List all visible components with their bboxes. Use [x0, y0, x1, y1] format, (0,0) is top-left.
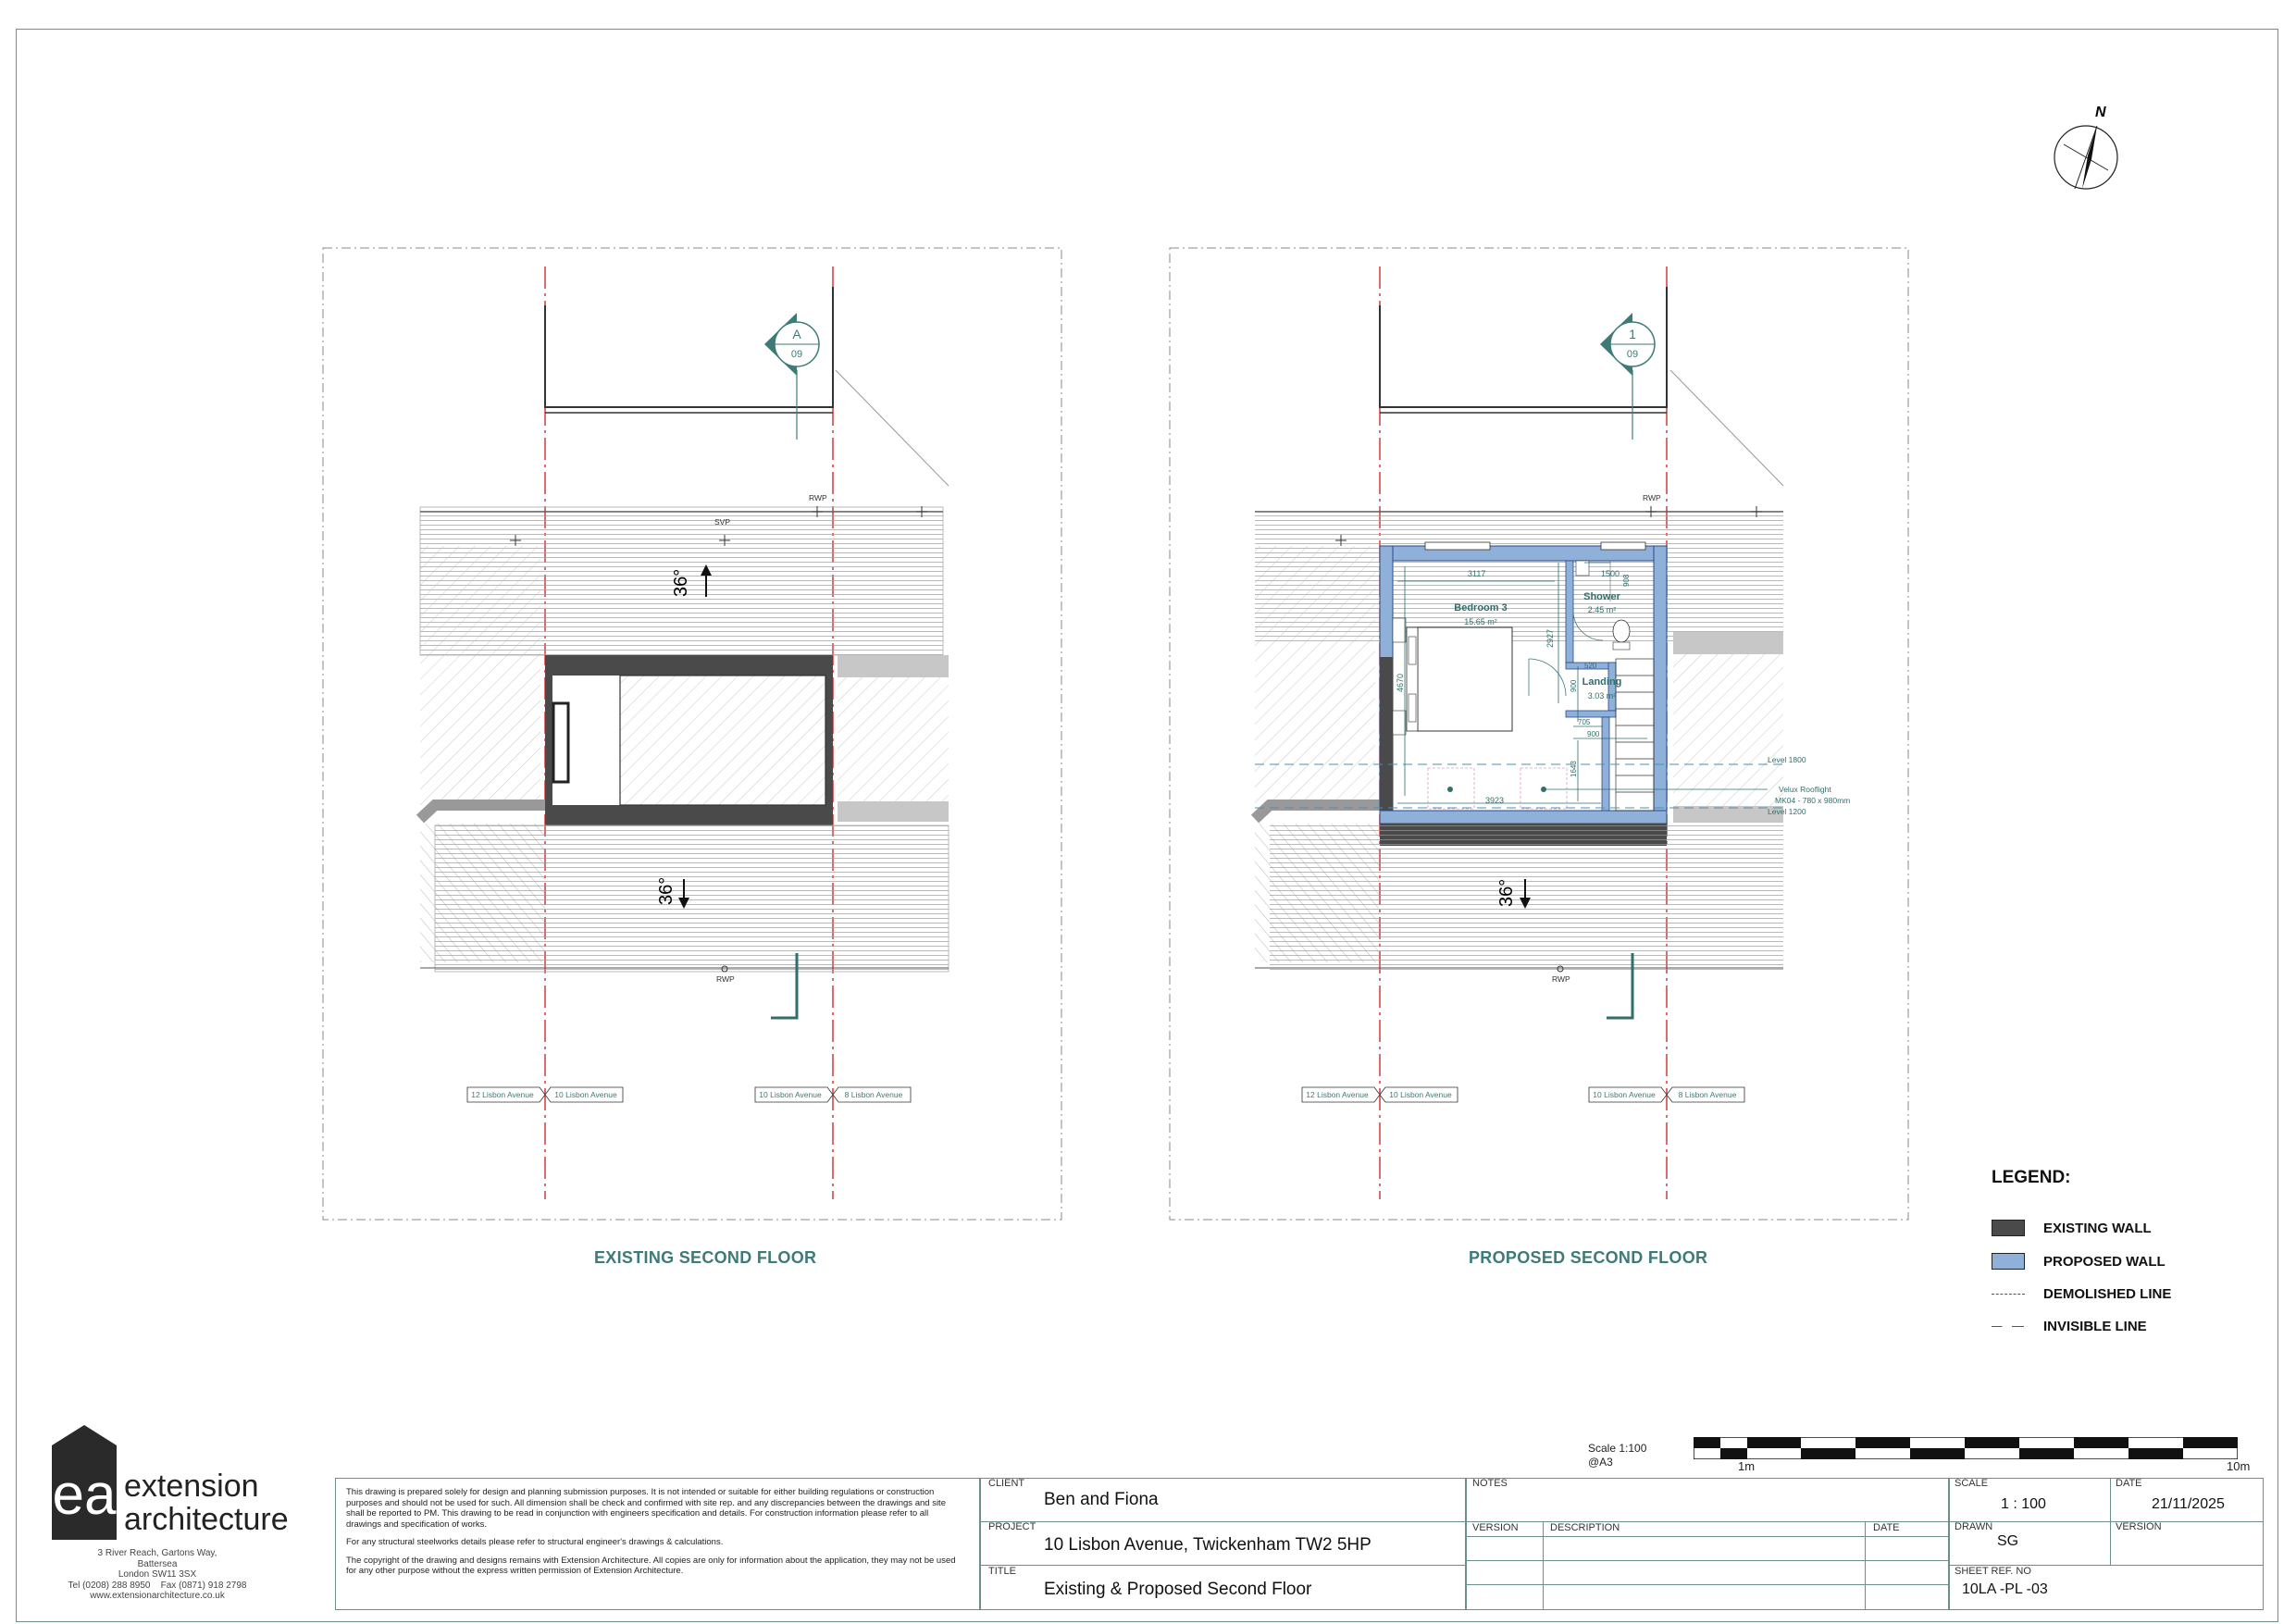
existing-section-marker: [764, 313, 819, 440]
date-label: DATE: [1873, 1522, 1900, 1533]
existing-svp: SVP: [714, 517, 731, 527]
address-line-2: Battersea: [137, 1558, 178, 1569]
sheet-label: SHEET REF. NO: [1955, 1566, 2031, 1577]
client-label: CLIENT: [988, 1478, 1025, 1489]
address-line-3: London SW11 3SX: [118, 1569, 197, 1580]
project-value: 10 Lisbon Avenue, Twickenham TW2 5HP: [1044, 1535, 1371, 1555]
scale-note: [1588, 1442, 1646, 1469]
scale-10m: 10m: [2227, 1459, 2251, 1473]
existing-boundary-8: 8 Lisbon Avenue: [844, 1090, 903, 1099]
existing-boundary-10b: 10 Lisbon Avenue: [759, 1090, 822, 1099]
proposed-boundary-10b: 10 Lisbon Avenue: [1593, 1090, 1656, 1099]
legend-existing-swatch: [1992, 1220, 2025, 1236]
room-bedroom-3: Bedroom 3: [1454, 602, 1508, 614]
dim-908: 908: [1622, 574, 1631, 587]
date-label-2: DATE: [2116, 1478, 2142, 1489]
dim-705: 705: [1578, 718, 1591, 726]
version-label: VERSION: [1472, 1522, 1519, 1533]
sheet-value: 10LA -PL -03: [1962, 1581, 2048, 1597]
dim-900b: 900: [1587, 730, 1600, 738]
company-web[interactable]: www.extensionarchitecture.co.uk: [90, 1591, 225, 1601]
proposed-boundary-10a: 10 Lisbon Avenue: [1389, 1090, 1452, 1099]
notes-cell: [1466, 1478, 1949, 1522]
existing-boundary-12: 12 Lisbon Avenue: [471, 1090, 534, 1099]
proposed-plan: [1170, 248, 1908, 1220]
legend-demolished-sample: [1992, 1294, 2025, 1295]
scale-text-2: @A3: [1588, 1456, 1613, 1469]
client-value: Ben and Fiona: [1044, 1490, 1159, 1509]
proposed-rwp-bottom: RWP: [1552, 974, 1570, 984]
proposed-boundary-8: 8 Lisbon Avenue: [1678, 1090, 1737, 1099]
company-fax: Fax (0871) 918 2798: [160, 1580, 247, 1591]
annotation-rooflight-1: Velux Rooflight: [1779, 785, 1831, 794]
company-address: [56, 1548, 259, 1602]
existing-marker-letter: A: [792, 327, 801, 341]
legend-invisible-line: [1992, 1319, 2147, 1334]
room-landing-area: 3.03 m²: [1587, 691, 1617, 700]
title-value: Existing & Proposed Second Floor: [1044, 1580, 1312, 1599]
title-label: TITLE: [988, 1566, 1016, 1577]
date-value: 21/11/2025: [2152, 1496, 2225, 1512]
description-label: DESCRIPTION: [1550, 1522, 1620, 1533]
notes-label: NOTES: [1472, 1478, 1508, 1489]
existing-rwp-top: RWP: [809, 493, 827, 502]
drawn-value: SG: [1997, 1533, 2019, 1549]
legend-demolished-line: [1992, 1286, 2171, 1302]
company-name: [124, 1469, 289, 1536]
legend-proposed-wall: [1992, 1253, 2166, 1270]
existing-caption: EXISTING SECOND FLOOR: [594, 1248, 817, 1267]
logo-letters: ea: [52, 1463, 117, 1527]
scale-text-1: Scale 1:100: [1588, 1442, 1647, 1455]
drawn-label: DRAWN: [1955, 1521, 1993, 1532]
scale-bar: [1694, 1437, 2238, 1459]
legend-existing-wall: [1992, 1220, 2152, 1236]
dim-3117: 3117: [1468, 569, 1486, 578]
scale-value: 1 : 100: [2001, 1496, 2046, 1512]
dim-1500: 1500: [1601, 569, 1620, 578]
room-bedroom-3-area: 15.65 m²: [1464, 617, 1497, 626]
version-label-2: VERSION: [2116, 1521, 2162, 1532]
proposed-rwp-top: RWP: [1643, 493, 1661, 502]
room-shower: Shower: [1583, 591, 1620, 602]
legend-proposed-label: PROPOSED WALL: [2043, 1253, 2166, 1270]
address-line-1: 3 River Reach, Gartons Way,: [97, 1548, 217, 1558]
room-landing: Landing: [1582, 676, 1622, 688]
revision-row-1: [1466, 1536, 1949, 1561]
scale-label: SCALE: [1955, 1478, 1989, 1489]
company-name-1: extension: [124, 1469, 259, 1504]
company-tel: Tel (0208) 288 8950: [68, 1580, 151, 1591]
dim-4670: 4670: [1396, 673, 1405, 692]
project-label: PROJECT: [988, 1521, 1036, 1532]
company-name-2: architecture: [124, 1502, 289, 1537]
dim-3923: 3923: [1485, 796, 1505, 805]
logo-mark: [52, 1425, 117, 1540]
proposed-caption: PROPOSED SECOND FLOOR: [1469, 1248, 1708, 1267]
existing-pitch-bottom: 36°: [656, 876, 676, 905]
dim-2927: 2927: [1545, 628, 1555, 648]
legend-invisible-label: INVISIBLE LINE: [2043, 1319, 2147, 1334]
legend-existing-label: EXISTING WALL: [2043, 1220, 2152, 1236]
disclaimer-p3: The copyright of the drawing and designs remains with Extension Architecture. All copies are only for information about the application, they may not be used for any other purpose without the express written permission of Extension Architecture.: [346, 1555, 956, 1576]
legend-title: LEGEND:: [1992, 1168, 2071, 1187]
annotation-level-1800: Level 1800: [1768, 755, 1806, 764]
proposed-section-marker: [1600, 313, 1655, 440]
room-shower-area: 2.45 m²: [1587, 605, 1617, 614]
disclaimer-p1: This drawing is prepared solely for design and planning submission purposes. It is not intended or suitable for either building regulations or construction purposes and should not be used for such. All dimension shall be check and confirmed with site rep. and any discrepancies between the drawings and site shall be reported to PM. This drawing to be read in conjunction with engineers specification and details. For construction information please refer to all drawings and specification of works.: [346, 1487, 946, 1530]
dim-520: 520: [1584, 662, 1597, 670]
disclaimer: [346, 1487, 957, 1584]
annotation-rooflight-2: MK04 - 780 x 980mm: [1775, 796, 1851, 805]
dim-1643: 1643: [1570, 761, 1578, 777]
disclaimer-p2: For any structural steelworks details please refer to structural engineer's drawings & calculations.: [346, 1537, 724, 1547]
annotation-level-1200: Level 1200: [1768, 807, 1806, 816]
dim-900: 900: [1570, 679, 1578, 692]
revision-row-2: [1466, 1560, 1949, 1585]
existing-plan: [323, 248, 1061, 1220]
existing-boundary-10a: 10 Lisbon Avenue: [554, 1090, 617, 1099]
proposed-pitch-bottom: 36°: [1496, 878, 1517, 907]
proposed-marker-sheet: 09: [1626, 349, 1639, 360]
proposed-marker-letter: 1: [1629, 327, 1636, 341]
existing-pitch-top: 36°: [671, 568, 691, 597]
north-label: N: [2095, 105, 2106, 120]
proposed-boundary-12: 12 Lisbon Avenue: [1306, 1090, 1369, 1099]
legend-invisible-sample: [1992, 1326, 2025, 1327]
scale-1m: 1m: [1738, 1459, 1756, 1473]
existing-rwp-bottom: RWP: [716, 974, 735, 984]
legend-proposed-swatch: [1992, 1253, 2025, 1270]
existing-marker-sheet: 09: [790, 349, 803, 360]
legend-demolished-label: DEMOLISHED LINE: [2043, 1286, 2172, 1302]
